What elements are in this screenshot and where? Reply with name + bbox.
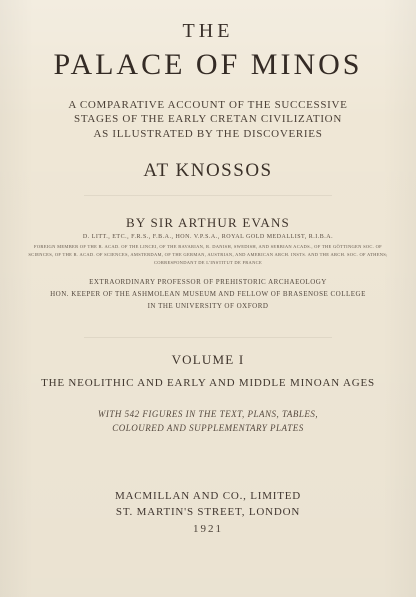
divider-bottom <box>84 337 332 338</box>
volume-heading: VOLUME I <box>171 352 245 367</box>
author-position-line-3: IN THE UNIVERSITY OF OXFORD <box>147 302 269 310</box>
figures-line-2: COLOURED AND SUPPLEMENTARY PLATES <box>112 423 304 433</box>
author-credentials: D. LITT., ETC., F.R.S., F.B.A., HON. V.P.S.A., ROYAL GOLD MEDALLIST, R.I.B.A. <box>82 234 334 240</box>
divider-top <box>84 195 332 196</box>
foreign-memberships-line-1: FOREIGN MEMBER OF THE R. ACAD. OF THE LINCEI, OF THE BAVARIAN, R. DANISH, SWEDISH, AND SERBIAN ACADS., OF THE GÖTTINGEN SOC. OF <box>34 244 382 249</box>
book-title: PALACE OF MINOS <box>53 48 363 81</box>
location-heading: AT KNOSSOS <box>143 160 273 181</box>
publication-year: 1921 <box>193 523 223 535</box>
foreign-memberships-line-2: SCIENCES, OF THE R. ACAD. OF SCIENCES, AMSTERDAM, OF THE GERMAN, AUSTRIAN, AND AMERICAN ARCH. INSTS. AND THE ARCH. SOC. OF ATHENS; <box>28 252 388 257</box>
publisher-name: MACMILLAN AND CO., LIMITED <box>114 490 302 502</box>
title-line-the: THE <box>182 20 234 42</box>
author-name: BY SIR ARTHUR EVANS <box>126 215 290 230</box>
publisher-address: ST. MARTIN'S STREET, LONDON <box>115 506 301 518</box>
foreign-memberships-line-3: CORRESPONDANT DE L'INSTITUT DE FRANCE <box>154 260 262 265</box>
figures-line-1: WITH 542 FIGURES IN THE TEXT, PLANS, TABLES, <box>97 409 319 419</box>
volume-subtitle: THE NEOLITHIC AND EARLY AND MIDDLE MINOAN AGES <box>41 377 375 389</box>
subtitle-line-1: A COMPARATIVE ACCOUNT OF THE SUCCESSIVE <box>68 99 348 111</box>
subtitle-line-3: AS ILLUSTRATED BY THE DISCOVERIES <box>93 128 323 140</box>
author-position-line-2: HON. KEEPER OF THE ASHMOLEAN MUSEUM AND FELLOW OF BRASENOSE COLLEGE <box>50 290 366 298</box>
subtitle-line-2: STAGES OF THE EARLY CRETAN CIVILIZATION <box>74 113 342 125</box>
author-position-line-1: EXTRAORDINARY PROFESSOR OF PREHISTORIC ARCHAEOLOGY <box>89 278 327 286</box>
